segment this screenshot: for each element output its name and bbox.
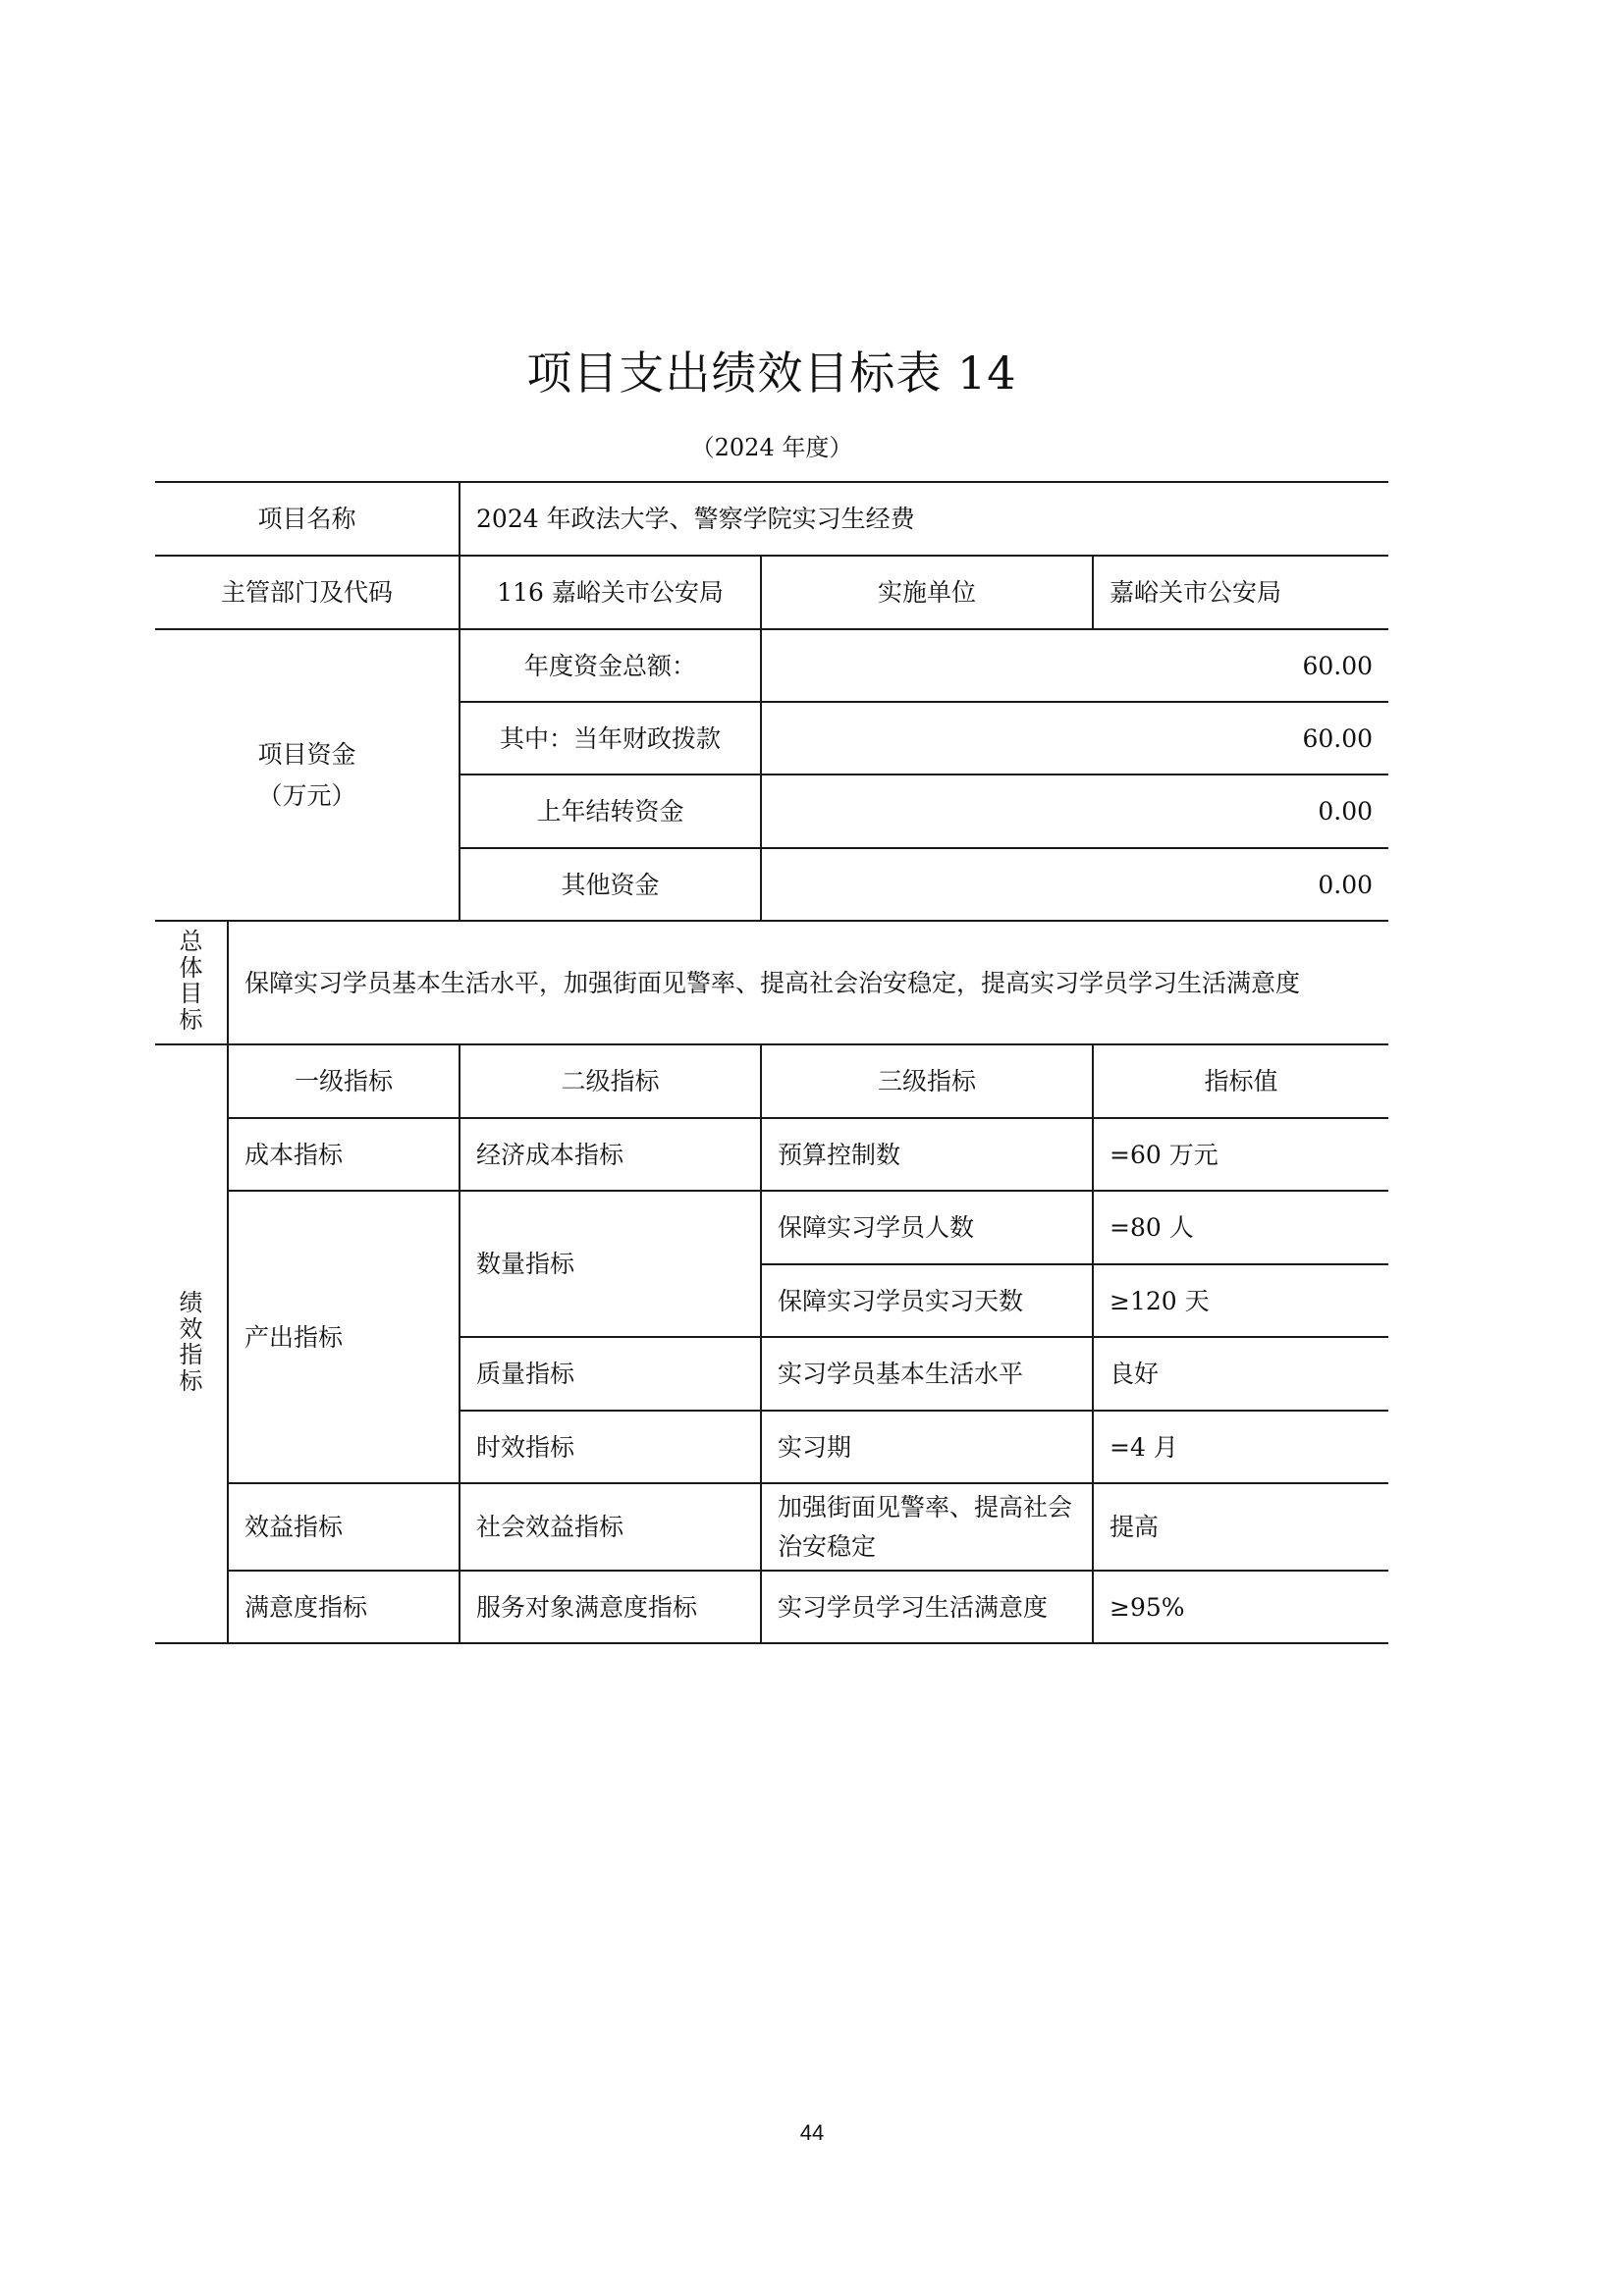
- level2-cell: 社会效益指标: [460, 1483, 761, 1571]
- indicators-label: 绩效指标: [179, 1289, 203, 1395]
- value-cell: 提高: [1093, 1483, 1388, 1571]
- funds-item-value: 60.00: [761, 702, 1388, 774]
- funds-item-label: 上年结转资金: [460, 774, 761, 848]
- level3-cell: [761, 1483, 1093, 1571]
- funds-label-cell: [155, 629, 460, 921]
- value-cell: ≥95%: [1093, 1571, 1388, 1643]
- value-cell: =80 人: [1093, 1191, 1388, 1264]
- value-cell: ≥120 天: [1093, 1264, 1388, 1337]
- project-name-value: 2024 年政法大学、警察学院实习生经费: [460, 482, 1388, 556]
- value-cell: =4 月: [1093, 1411, 1388, 1483]
- funds-item-label: 其他资金: [460, 848, 761, 921]
- table-row: [155, 482, 1388, 556]
- value-cell: =60 万元: [1093, 1118, 1388, 1191]
- table-row: [155, 1571, 1388, 1643]
- table-row: [155, 1044, 1388, 1118]
- level3-cell: 保障实习学员人数: [761, 1191, 1093, 1264]
- page-number: 44: [799, 2120, 825, 2145]
- funds-label: 项目资金: [257, 739, 356, 769]
- implementer-label: 实施单位: [761, 556, 1093, 629]
- level1-cell: 产出指标: [228, 1191, 460, 1483]
- funds-item-value: 0.00: [761, 848, 1388, 921]
- header-value: 指标值: [1093, 1044, 1388, 1118]
- header-level1: 一级指标: [228, 1044, 460, 1118]
- document-subtitle: （2024 年度）: [690, 434, 853, 461]
- header-level3: 三级指标: [761, 1044, 1093, 1118]
- table-row: [155, 629, 1388, 702]
- indicators-label-cell: [155, 1044, 228, 1643]
- funds-item-label: 年度资金总额：: [460, 629, 761, 702]
- table-row: [155, 556, 1388, 629]
- table-row: [155, 1118, 1388, 1191]
- department-label: 主管部门及代码: [155, 556, 460, 629]
- project-name-label: 项目名称: [155, 482, 460, 556]
- document-title: 项目支出绩效目标表 14: [526, 347, 1017, 400]
- level2-cell: 质量指标: [460, 1337, 761, 1411]
- level2-cell: 经济成本指标: [460, 1118, 761, 1191]
- level1-cell: 效益指标: [228, 1483, 460, 1571]
- funds-item-label: 其中：当年财政拨款: [460, 702, 761, 774]
- level1-cell: 满意度指标: [228, 1571, 460, 1643]
- level2-cell: 时效指标: [460, 1411, 761, 1483]
- level2-cell: 数量指标: [460, 1191, 761, 1337]
- table-row: [155, 1483, 1388, 1571]
- overall-goal-text: 保障实习学员基本生活水平，加强街面见警率、提高社会治安稳定，提高实习学员学习生活满意度: [228, 921, 1388, 1044]
- header-level2: 二级指标: [460, 1044, 761, 1118]
- level3-cell: 保障实习学员实习天数: [761, 1264, 1093, 1337]
- overall-goal-label-cell: [155, 921, 228, 1044]
- department-value: 116 嘉峪关市公安局: [460, 556, 761, 629]
- level3-cell: 实习期: [761, 1411, 1093, 1483]
- value-cell: 良好: [1093, 1337, 1388, 1411]
- level3-cell: 实习学员学习生活满意度: [761, 1571, 1093, 1643]
- level3-text: 加强街面见警率、提高社会治安稳定: [778, 1492, 1073, 1561]
- table-row: [155, 1191, 1388, 1264]
- funds-unit: （万元）: [257, 780, 356, 810]
- level3-cell: 实习学员基本生活水平: [761, 1337, 1093, 1411]
- implementer-value: 嘉峪关市公安局: [1093, 556, 1388, 629]
- level1-cell: 成本指标: [228, 1118, 460, 1191]
- level3-cell: 预算控制数: [761, 1118, 1093, 1191]
- funds-item-value: 60.00: [761, 629, 1388, 702]
- performance-goal-table: [155, 481, 1388, 1644]
- overall-goal-label: 总体目标: [179, 928, 203, 1034]
- table-row: [155, 921, 1388, 1044]
- level2-cell: 服务对象满意度指标: [460, 1571, 761, 1643]
- funds-item-value: 0.00: [761, 774, 1388, 848]
